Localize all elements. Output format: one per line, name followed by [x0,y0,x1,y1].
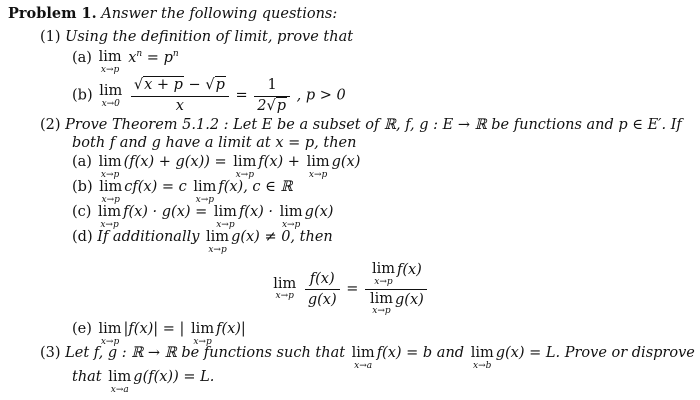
part3-number: (3) [40,345,61,361]
part3-text-b: f(x) = b and [376,345,465,361]
rhs-fraction: lim x→p f(x) lim x→p g(x) [365,262,427,316]
part3-line2-a: that [72,369,102,385]
part2-c: (c) lim x→p f(x) · g(x) = lim x→p f(x) · lim x→p g(x) [72,204,334,230]
lim-operator: lim x→a [108,369,132,395]
part3-text-c: g(x) = L. Prove or disprove [495,345,695,361]
part2-a-label: (a) [72,154,92,170]
part2-statement-line1 [40,118,682,134]
problem-label: Problem 1. [8,5,97,22]
part1-b: (b) lim x→0 $\frac{√x + p - √p}{x}$ = $\frac{1}{2√p}$ , p > 0 [72,77,346,114]
part2-statement-line2 [72,136,356,152]
part2-b-label: (b) [72,179,93,195]
lim-operator: lim x→p [206,229,230,255]
part3-text-a: Let f, g : ℝ → ℝ be functions such that [65,345,346,361]
part2-c-label: (c) [72,204,92,220]
part2-d-display-equation: lim x→p $\frac{f(x)}{g(x)}$ = lim x→p f(x) lim x→p g(x) [0,262,700,316]
part1-a-formula: $x^n = p^n$ [128,49,179,66]
lim-operator: lim x→p [193,179,217,205]
part1-b-lhs-fraction: $\frac{√x + p - √p}{x}$ [131,78,229,115]
lim-operator: lim x→a [351,345,375,371]
lim-operator: lim x→p [273,275,297,302]
problem-intro: Answer the following questions: [101,6,338,22]
part1-number: (1) [40,29,61,45]
part1-b-rhs-fraction: $\frac{1}{2√p}$ [254,78,290,115]
part1-text: Using the definition of limit, prove that [65,29,354,45]
part2-e: (e) lim x→p |f(x)| = | lim x→p f(x)| [72,321,246,347]
lhs-fraction: $\frac{f(x)}{g(x)}$ [305,271,340,308]
lim-operator: lim x→p [191,321,215,347]
lim-operator: lim x→p [98,321,122,347]
lim-operator: lim x→p [213,204,237,230]
lim-operator: lim x→p [98,154,122,180]
part2-b-condition: , c ∈ ℝ [243,179,293,195]
part3-line2-b: g(f(x)) = L. [133,369,215,385]
lim-operator: lim x→p [279,204,303,230]
part3-statement-line2 [72,370,214,395]
part3-statement-line1 [40,346,695,371]
lim-operator: lim x→p [233,154,257,180]
part1-b-condition: , p > 0 [296,87,346,104]
lim-operator: lim x→p [98,204,122,230]
part2-e-label: (e) [72,321,92,337]
lim-operator: lim x→p [306,154,330,180]
lim-operator: lim x→0 [99,83,123,109]
part1-a [72,50,179,75]
part2-d: (d) If additionally lim x→p g(x) ≠ 0, then [72,229,333,255]
part2-number: (2) [40,117,61,133]
part2-d-label: (d) [72,229,93,245]
part1-b-label: (b) [72,87,93,104]
part2-d-text2: ≠ 0, then [264,229,333,245]
part2-d-text: If additionally [97,229,200,245]
lim-operator: lim x→p [99,179,123,205]
part2-a: (a) lim x→p (f(x) + g(x)) = lim x→p f(x) + lim x→p g(x) [72,154,361,180]
lim-operator: lim x→p [98,49,122,75]
part2-b: (b) lim x→p cf(x) = c lim x→p f(x), c ∈ ℝ [72,179,293,205]
part2-text-line2: both f and g have a limit at x = p, then [72,135,357,151]
lim-operator: lim x→b [470,345,494,371]
part1-statement [40,30,353,46]
problem-title [8,6,337,23]
part1-a-label: (a) [72,49,92,66]
part2-text-line1: Prove Theorem 5.1.2 : Let E be a subset of ℝ, f, g : E → ℝ be functions and p ∈ E′. If [65,117,682,133]
